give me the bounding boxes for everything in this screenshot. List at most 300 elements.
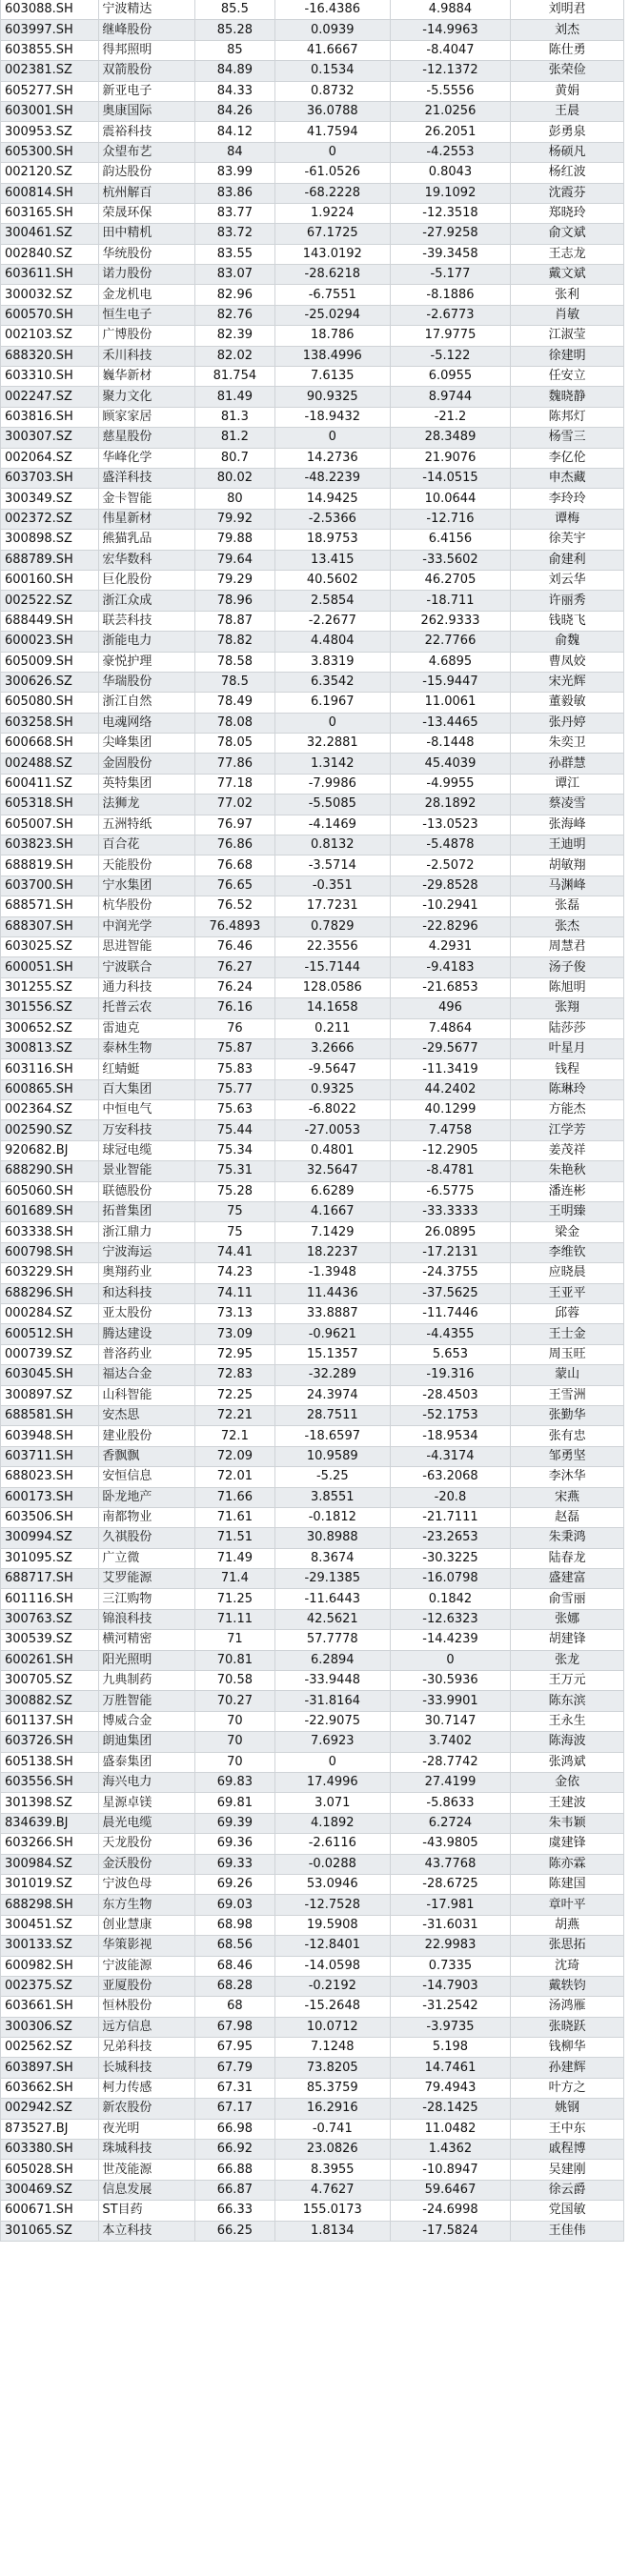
metric-2-cell: -12.7528	[274, 1895, 390, 1915]
metric-3-cell: -28.7742	[390, 1752, 511, 1772]
metric-3-cell: -20.8	[390, 1487, 511, 1507]
metric-1-cell: 80	[194, 489, 274, 509]
metric-3-cell: 26.2051	[390, 122, 511, 142]
metric-2-cell: 42.5621	[274, 1609, 390, 1629]
manager-name-cell: 张娜	[511, 1609, 624, 1629]
metric-3-cell: -3.9735	[390, 2017, 511, 2037]
manager-name-cell: 陈仕勇	[511, 40, 624, 60]
table-row	[1, 2099, 624, 2119]
metric-3-cell: -5.4878	[390, 835, 511, 855]
manager-name-cell: 王永生	[511, 1711, 624, 1731]
metric-2-cell: -6.8022	[274, 1100, 390, 1120]
stock-code-cell: 300469.SZ	[1, 2180, 99, 2200]
table-row	[1, 1344, 624, 1364]
stock-name-cell: 韵达股份	[99, 163, 194, 183]
metric-1-cell: 71.49	[194, 1548, 274, 1568]
metric-1-cell: 72.01	[194, 1467, 274, 1487]
metric-3-cell: -5.8633	[390, 1793, 511, 1813]
metric-3-cell: 7.4864	[390, 1018, 511, 1038]
stock-code-cell: 605060.SH	[1, 1181, 99, 1201]
stock-code-cell: 603229.SH	[1, 1263, 99, 1283]
table-row	[1, 407, 624, 427]
metric-2-cell: 0.0939	[274, 20, 390, 40]
stock-code-cell: 300897.SZ	[1, 1385, 99, 1405]
stock-code-cell: 300307.SZ	[1, 428, 99, 448]
metric-2-cell: -5.25	[274, 1467, 390, 1487]
manager-name-cell: 蒙山	[511, 1365, 624, 1385]
metric-3-cell: -30.3225	[390, 1548, 511, 1568]
metric-1-cell: 72.09	[194, 1446, 274, 1466]
metric-3-cell: -5.122	[390, 346, 511, 366]
metric-1-cell: 71.66	[194, 1487, 274, 1507]
manager-name-cell: 朱艳秋	[511, 1161, 624, 1181]
manager-name-cell: 张思拓	[511, 1936, 624, 1956]
metric-1-cell: 70.81	[194, 1650, 274, 1670]
manager-name-cell: 王晨	[511, 101, 624, 121]
metric-1-cell: 71	[194, 1630, 274, 1650]
table-row	[1, 1813, 624, 1833]
metric-3-cell: -29.8528	[390, 875, 511, 896]
table-row	[1, 855, 624, 875]
metric-2-cell: 14.1658	[274, 998, 390, 1018]
metric-3-cell: -14.4239	[390, 1630, 511, 1650]
stock-name-cell: 世茂能源	[99, 2160, 194, 2180]
metric-3-cell: 79.4943	[390, 2078, 511, 2098]
metric-2-cell: -2.2677	[274, 611, 390, 631]
metric-1-cell: 67.31	[194, 2078, 274, 2098]
table-row	[1, 1548, 624, 1568]
table-row	[1, 1038, 624, 1058]
stock-name-cell: 朗迪集团	[99, 1732, 194, 1752]
stock-code-cell: 000284.SZ	[1, 1304, 99, 1324]
metric-1-cell: 69.26	[194, 1874, 274, 1894]
metric-1-cell: 81.49	[194, 387, 274, 407]
metric-1-cell: 82.96	[194, 285, 274, 305]
metric-2-cell: 143.0192	[274, 244, 390, 264]
manager-name-cell: 钱程	[511, 1059, 624, 1079]
metric-2-cell: -0.351	[274, 875, 390, 896]
metric-3-cell: 4.9884	[390, 0, 511, 20]
metric-3-cell: 45.4039	[390, 754, 511, 774]
metric-1-cell: 79.92	[194, 509, 274, 529]
metric-1-cell: 79.88	[194, 530, 274, 550]
metric-2-cell: -0.9621	[274, 1324, 390, 1344]
stock-code-cell: 600865.SH	[1, 1079, 99, 1099]
metric-1-cell: 76.52	[194, 896, 274, 916]
stock-name-cell: 尖峰集团	[99, 734, 194, 754]
manager-name-cell: 张荣俭	[511, 61, 624, 81]
stock-name-cell: 熊猫乳品	[99, 530, 194, 550]
metric-3-cell: 30.7147	[390, 1711, 511, 1731]
metric-3-cell: -63.2068	[390, 1467, 511, 1487]
stock-name-cell: 宁波能源	[99, 1956, 194, 1976]
stock-name-cell: 托普云农	[99, 998, 194, 1018]
metric-3-cell: 19.1092	[390, 183, 511, 203]
metric-2-cell: -2.5366	[274, 509, 390, 529]
manager-name-cell: 朱奕卫	[511, 734, 624, 754]
stock-name-cell: 恒林股份	[99, 1997, 194, 2017]
table-row	[1, 957, 624, 977]
metric-1-cell: 75	[194, 1202, 274, 1222]
metric-3-cell: -4.3174	[390, 1446, 511, 1466]
stock-name-cell: 巨化股份	[99, 570, 194, 590]
metric-3-cell: 27.4199	[390, 1772, 511, 1792]
metric-2-cell: 4.1667	[274, 1202, 390, 1222]
stock-name-cell: 阳光照明	[99, 1650, 194, 1670]
stock-code-cell: 688298.SH	[1, 1895, 99, 1915]
manager-name-cell: 陈邦灯	[511, 407, 624, 427]
metric-3-cell: -8.4047	[390, 40, 511, 60]
stock-name-cell: 新农股份	[99, 2099, 194, 2119]
manager-name-cell: 叶星月	[511, 1038, 624, 1058]
metric-2-cell: -48.2239	[274, 468, 390, 488]
stock-name-cell: 柯力传感	[99, 2078, 194, 2098]
stock-code-cell: 688320.SH	[1, 346, 99, 366]
stock-code-cell: 603662.SH	[1, 2078, 99, 2098]
metric-3-cell: -10.8947	[390, 2160, 511, 2180]
metric-3-cell: -8.1886	[390, 285, 511, 305]
manager-name-cell: 李亿伦	[511, 448, 624, 468]
stock-name-cell: 信息发展	[99, 2180, 194, 2200]
metric-1-cell: 78.5	[194, 672, 274, 692]
stock-code-cell: 301019.SZ	[1, 1874, 99, 1894]
metric-1-cell: 75.83	[194, 1059, 274, 1079]
stock-name-cell: 伟星新材	[99, 509, 194, 529]
manager-name-cell: 汤子俊	[511, 957, 624, 977]
metric-2-cell: 23.0826	[274, 2140, 390, 2160]
stock-name-cell: 横河精密	[99, 1630, 194, 1650]
stock-code-cell: 605138.SH	[1, 1752, 99, 1772]
table-row	[1, 1650, 624, 1670]
stock-table-body	[1, 0, 624, 2241]
metric-1-cell: 80.7	[194, 448, 274, 468]
table-row	[1, 1936, 624, 1956]
stock-name-cell: ST目药	[99, 2201, 194, 2221]
metric-3-cell: -5.177	[390, 265, 511, 285]
metric-3-cell: 21.9076	[390, 448, 511, 468]
metric-2-cell: 32.5647	[274, 1161, 390, 1181]
metric-2-cell: -0.0288	[274, 1854, 390, 1874]
stock-code-cell: 601137.SH	[1, 1711, 99, 1731]
stock-code-cell: 002375.SZ	[1, 1976, 99, 1996]
metric-2-cell: -0.1812	[274, 1507, 390, 1527]
table-row	[1, 244, 624, 264]
metric-3-cell: -39.3458	[390, 244, 511, 264]
stock-code-cell: 603165.SH	[1, 203, 99, 223]
table-row	[1, 774, 624, 794]
metric-1-cell: 69.03	[194, 1895, 274, 1915]
stock-name-cell: 恒生电子	[99, 305, 194, 325]
table-row	[1, 550, 624, 570]
metric-2-cell: 7.6923	[274, 1732, 390, 1752]
metric-2-cell: 3.8319	[274, 652, 390, 672]
stock-code-cell: 603816.SH	[1, 407, 99, 427]
metric-2-cell: -15.2648	[274, 1997, 390, 2017]
metric-1-cell: 81.754	[194, 367, 274, 387]
stock-code-cell: 002590.SZ	[1, 1120, 99, 1140]
metric-3-cell: -14.7903	[390, 1976, 511, 1996]
stock-name-cell: 广立微	[99, 1548, 194, 1568]
metric-1-cell: 75	[194, 1222, 274, 1242]
table-row	[1, 1834, 624, 1854]
table-row	[1, 1569, 624, 1589]
manager-name-cell: 陈建国	[511, 1874, 624, 1894]
metric-3-cell: -16.0798	[390, 1569, 511, 1589]
table-row	[1, 2058, 624, 2078]
metric-3-cell: 4.2931	[390, 936, 511, 956]
metric-2-cell: 3.8551	[274, 1487, 390, 1507]
metric-1-cell: 78.87	[194, 611, 274, 631]
metric-2-cell: 17.4996	[274, 1772, 390, 1792]
metric-3-cell: -31.2542	[390, 1997, 511, 2017]
metric-2-cell: -5.5085	[274, 795, 390, 815]
metric-3-cell: 6.4156	[390, 530, 511, 550]
metric-2-cell: 1.3142	[274, 754, 390, 774]
metric-1-cell: 82.76	[194, 305, 274, 325]
stock-name-cell: 安恒信息	[99, 1467, 194, 1487]
manager-name-cell: 朱韦颖	[511, 1813, 624, 1833]
metric-1-cell: 75.77	[194, 1079, 274, 1099]
manager-name-cell: 徐云爵	[511, 2180, 624, 2200]
manager-name-cell: 潘连彬	[511, 1181, 624, 1201]
manager-name-cell: 王万元	[511, 1671, 624, 1691]
metric-2-cell: 7.1429	[274, 1222, 390, 1242]
stock-name-cell: 景业智能	[99, 1161, 194, 1181]
manager-name-cell: 李玲玲	[511, 489, 624, 509]
manager-name-cell: 黄娟	[511, 81, 624, 101]
manager-name-cell: 张勤华	[511, 1405, 624, 1425]
metric-1-cell: 72.1	[194, 1426, 274, 1446]
metric-2-cell: 155.0173	[274, 2201, 390, 2221]
stock-code-cell: 002522.SZ	[1, 591, 99, 611]
metric-3-cell: 6.2724	[390, 1813, 511, 1833]
manager-name-cell: 徐建明	[511, 346, 624, 366]
metric-1-cell: 72.95	[194, 1344, 274, 1364]
stock-code-cell: 002120.SZ	[1, 163, 99, 183]
metric-1-cell: 70.58	[194, 1671, 274, 1691]
stock-code-cell: 603380.SH	[1, 2140, 99, 2160]
table-row	[1, 672, 624, 692]
stock-code-cell: 300032.SZ	[1, 285, 99, 305]
table-row	[1, 1304, 624, 1324]
metric-1-cell: 83.86	[194, 183, 274, 203]
metric-2-cell: 33.8887	[274, 1304, 390, 1324]
metric-1-cell: 75.34	[194, 1140, 274, 1160]
table-row	[1, 916, 624, 936]
metric-2-cell: 28.7511	[274, 1405, 390, 1425]
manager-name-cell: 戴文斌	[511, 265, 624, 285]
metric-2-cell: 128.0586	[274, 977, 390, 997]
stock-code-cell: 300763.SZ	[1, 1609, 99, 1629]
table-row	[1, 1711, 624, 1731]
table-row	[1, 2140, 624, 2160]
metric-1-cell: 74.11	[194, 1283, 274, 1303]
stock-name-cell: 法狮龙	[99, 795, 194, 815]
stock-code-cell: 688571.SH	[1, 896, 99, 916]
manager-name-cell: 陆春龙	[511, 1548, 624, 1568]
table-row	[1, 1385, 624, 1405]
stock-name-cell: 豪悦护理	[99, 652, 194, 672]
metric-3-cell: 4.6895	[390, 652, 511, 672]
stock-name-cell: 众望布艺	[99, 142, 194, 162]
stock-name-cell: 金卡智能	[99, 489, 194, 509]
metric-2-cell: 2.5854	[274, 591, 390, 611]
stock-code-cell: 300898.SZ	[1, 530, 99, 550]
manager-name-cell: 周玉旺	[511, 1344, 624, 1364]
metric-2-cell: 0.1534	[274, 61, 390, 81]
stock-code-cell: 605318.SH	[1, 795, 99, 815]
stock-name-cell: 联芸科技	[99, 611, 194, 631]
stock-code-cell: 000739.SZ	[1, 1344, 99, 1364]
table-row	[1, 489, 624, 509]
metric-2-cell: -15.7144	[274, 957, 390, 977]
manager-name-cell: 张杰	[511, 916, 624, 936]
metric-1-cell: 79.29	[194, 570, 274, 590]
metric-1-cell: 69.39	[194, 1813, 274, 1833]
stock-name-cell: 金沃股份	[99, 1854, 194, 1874]
table-row	[1, 1752, 624, 1772]
table-row	[1, 305, 624, 325]
stock-name-cell: 华瑞股份	[99, 672, 194, 692]
stock-name-cell: 通力科技	[99, 977, 194, 997]
metric-3-cell: -12.6323	[390, 1609, 511, 1629]
metric-2-cell: 11.4436	[274, 1283, 390, 1303]
metric-3-cell: -27.9258	[390, 224, 511, 244]
table-row	[1, 1793, 624, 1813]
manager-name-cell: 董毅敏	[511, 693, 624, 713]
manager-name-cell: 周慧君	[511, 936, 624, 956]
stock-code-cell: 603948.SH	[1, 1426, 99, 1446]
metric-1-cell: 68.98	[194, 1915, 274, 1935]
stock-name-cell: 顾家家居	[99, 407, 194, 427]
metric-3-cell: -13.4465	[390, 713, 511, 733]
stock-code-cell: 605028.SH	[1, 2160, 99, 2180]
stock-name-cell: 山科智能	[99, 1385, 194, 1405]
metric-3-cell: -24.6998	[390, 2201, 511, 2221]
metric-2-cell: -0.741	[274, 2119, 390, 2139]
metric-2-cell: -27.0053	[274, 1120, 390, 1140]
table-row	[1, 1507, 624, 1527]
stock-name-cell: 浙能电力	[99, 632, 194, 652]
metric-3-cell: -11.3419	[390, 1059, 511, 1079]
metric-2-cell: 0.8132	[274, 835, 390, 855]
metric-1-cell: 79.64	[194, 550, 274, 570]
manager-name-cell: 谭江	[511, 774, 624, 794]
stock-code-cell: 301095.SZ	[1, 1548, 99, 1568]
stock-code-cell: 603338.SH	[1, 1222, 99, 1242]
metric-1-cell: 71.4	[194, 1569, 274, 1589]
metric-1-cell: 76.86	[194, 835, 274, 855]
table-row	[1, 265, 624, 285]
metric-3-cell: -21.6853	[390, 977, 511, 997]
metric-3-cell: -17.2131	[390, 1242, 511, 1262]
stock-code-cell: 834639.BJ	[1, 1813, 99, 1833]
table-row	[1, 1874, 624, 1894]
manager-name-cell: 钱晓飞	[511, 611, 624, 631]
stock-name-cell: 天龙股份	[99, 1834, 194, 1854]
metric-1-cell: 75.44	[194, 1120, 274, 1140]
metric-1-cell: 83.55	[194, 244, 274, 264]
metric-1-cell: 82.02	[194, 346, 274, 366]
stock-code-cell: 301255.SZ	[1, 977, 99, 997]
metric-1-cell: 77.02	[194, 795, 274, 815]
stock-name-cell: 海兴电力	[99, 1772, 194, 1792]
metric-2-cell: -16.4386	[274, 0, 390, 20]
stock-code-cell: 603700.SH	[1, 875, 99, 896]
table-row	[1, 936, 624, 956]
metric-1-cell: 84.89	[194, 61, 274, 81]
metric-3-cell: 5.653	[390, 1344, 511, 1364]
metric-3-cell: -28.4503	[390, 1385, 511, 1405]
metric-2-cell: 41.6667	[274, 40, 390, 60]
metric-1-cell: 76.68	[194, 855, 274, 875]
stock-code-cell: 002103.SZ	[1, 326, 99, 346]
stock-name-cell: 长城科技	[99, 2058, 194, 2078]
metric-3-cell: 1.4362	[390, 2140, 511, 2160]
manager-name-cell: 孙建辉	[511, 2058, 624, 2078]
stock-name-cell: 五洲特纸	[99, 815, 194, 835]
metric-1-cell: 82.39	[194, 326, 274, 346]
metric-1-cell: 76.65	[194, 875, 274, 896]
stock-code-cell: 600411.SZ	[1, 774, 99, 794]
manager-name-cell: 马渊峰	[511, 875, 624, 896]
metric-3-cell: -33.3333	[390, 1202, 511, 1222]
metric-3-cell: 22.9983	[390, 1936, 511, 1956]
table-row	[1, 1324, 624, 1344]
metric-1-cell: 74.41	[194, 1242, 274, 1262]
table-row	[1, 448, 624, 468]
stock-code-cell: 002372.SZ	[1, 509, 99, 529]
metric-2-cell: 0	[274, 142, 390, 162]
table-row	[1, 795, 624, 815]
metric-3-cell: -18.9534	[390, 1426, 511, 1446]
stock-name-cell: 夜光明	[99, 2119, 194, 2139]
manager-name-cell: 梁金	[511, 1222, 624, 1242]
metric-1-cell: 78.08	[194, 713, 274, 733]
stock-name-cell: 中润光学	[99, 916, 194, 936]
table-row	[1, 1018, 624, 1038]
stock-name-cell: 艾罗能源	[99, 1569, 194, 1589]
metric-2-cell: 41.7594	[274, 122, 390, 142]
manager-name-cell: 郑晓玲	[511, 203, 624, 223]
metric-3-cell: -10.2941	[390, 896, 511, 916]
stock-code-cell: 301065.SZ	[1, 2221, 99, 2241]
stock-name-cell: 久祺股份	[99, 1528, 194, 1548]
manager-name-cell: 俞魏	[511, 632, 624, 652]
stock-name-cell: 南都物业	[99, 1507, 194, 1527]
stock-code-cell: 603506.SH	[1, 1507, 99, 1527]
metric-2-cell: -22.9075	[274, 1711, 390, 1731]
metric-1-cell: 67.17	[194, 2099, 274, 2119]
manager-name-cell: 曹凤姣	[511, 652, 624, 672]
table-row	[1, 1161, 624, 1181]
metric-2-cell: 53.0946	[274, 1874, 390, 1894]
stock-code-cell: 300133.SZ	[1, 1936, 99, 1956]
metric-2-cell: 13.415	[274, 550, 390, 570]
table-row	[1, 1997, 624, 2017]
metric-2-cell: 4.7627	[274, 2180, 390, 2200]
metric-3-cell: 11.0061	[390, 693, 511, 713]
table-row	[1, 1202, 624, 1222]
table-row	[1, 2038, 624, 2058]
metric-1-cell: 76.27	[194, 957, 274, 977]
metric-1-cell: 71.51	[194, 1528, 274, 1548]
metric-1-cell: 85.28	[194, 20, 274, 40]
metric-3-cell: -12.716	[390, 509, 511, 529]
table-row	[1, 977, 624, 997]
metric-1-cell: 76.97	[194, 815, 274, 835]
metric-3-cell: -28.6725	[390, 1874, 511, 1894]
